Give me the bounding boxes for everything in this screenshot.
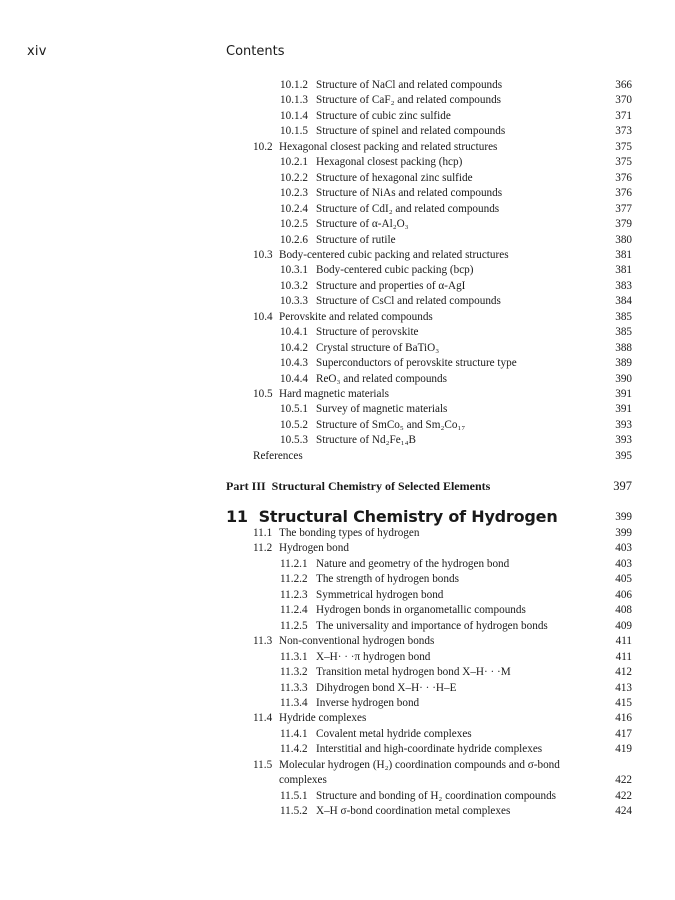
toc-entry[interactable]	[280, 155, 462, 169]
toc-entry-number: 10.2.4	[280, 202, 308, 215]
toc-entry-number: 11.4.1	[280, 727, 308, 740]
toc-entry-number: 10.1.4	[280, 109, 308, 122]
toc-entry[interactable]	[280, 727, 472, 741]
toc-entry-page: 405	[615, 573, 632, 586]
toc-entry[interactable]	[253, 387, 389, 401]
toc-entry-number: 11.2.1	[280, 557, 308, 570]
toc-entry-page: 413	[615, 681, 632, 694]
toc-entry-number: 11.2.5	[280, 619, 308, 632]
toc-entry-title: Structure of CsCl and related compounds	[316, 295, 501, 308]
toc-entry[interactable]	[280, 603, 526, 617]
toc-entry[interactable]	[253, 526, 419, 540]
toc-entry[interactable]	[280, 217, 409, 231]
toc-entry-number: 11.4	[253, 712, 273, 725]
toc-entry-page: 389	[615, 357, 632, 370]
toc-entry-title: The strength of hydrogen bonds	[316, 573, 459, 586]
part-page: 397	[613, 479, 632, 493]
toc-entry-title: Body-centered cubic packing (bcp)	[316, 264, 474, 277]
chapter-heading: 11 Structural Chemistry of Hydrogen	[226, 507, 558, 526]
toc-entry[interactable]	[280, 279, 465, 293]
toc-entry[interactable]	[280, 294, 501, 308]
toc-entry-number: 10.2.2	[280, 171, 308, 184]
toc-entry-title: ReO₃ and related compounds	[316, 372, 447, 385]
toc-entry[interactable]	[280, 93, 501, 107]
toc-entry[interactable]	[280, 665, 511, 679]
toc-entry-number: 11.2	[253, 542, 273, 555]
toc-entry-page: 406	[615, 588, 632, 601]
toc-entry[interactable]	[280, 263, 474, 277]
toc-entry[interactable]	[280, 619, 548, 633]
toc-entry-title: Covalent metal hydride complexes	[316, 727, 472, 740]
toc-entry-title: Crystal structure of BaTiO₃	[316, 341, 440, 354]
toc-entry-title: Nature and geometry of the hydrogen bond	[316, 557, 510, 570]
toc-entry-title: Structure of NaCl and related compounds	[316, 79, 503, 91]
toc-entry-number: 10.3	[253, 248, 273, 261]
toc-entry-number: 10.2	[253, 140, 273, 153]
toc-entry-page: 422	[615, 789, 632, 802]
toc-entry-page: 376	[615, 171, 632, 184]
toc-entry[interactable]	[280, 402, 447, 416]
toc-entry-page: 411	[615, 635, 632, 648]
toc-entry-page: 399	[615, 527, 632, 539]
toc-entry-page: 412	[615, 666, 632, 679]
toc-entry[interactable]	[280, 588, 443, 602]
toc-entry-number: 10.4.3	[280, 357, 308, 370]
toc-entry-page: 385	[615, 310, 632, 323]
toc-entry-number: 11.5.1	[280, 789, 308, 802]
toc-entry[interactable]	[280, 418, 465, 432]
toc-entry-page: 416	[615, 712, 632, 725]
toc-entry-number: 11.3.2	[280, 666, 308, 679]
toc-entry-number: 10.3.1	[280, 264, 308, 277]
toc-entry-page: 373	[615, 125, 632, 138]
toc-entry-page: 377	[615, 202, 632, 215]
toc-entry-title: Structure of CaF₂ and related compounds	[316, 94, 502, 107]
toc-entry-page: 371	[615, 109, 632, 122]
toc-entry-page: 391	[615, 403, 632, 416]
toc-entry-title: Survey of magnetic materials	[316, 403, 448, 416]
toc-entry-title: Structure of cubic zinc sulfide	[316, 109, 451, 122]
toc-entry-number: 10.1.2	[280, 79, 308, 91]
toc-entry[interactable]	[280, 650, 430, 664]
toc-entry[interactable]	[280, 557, 509, 571]
toc-entry[interactable]	[280, 341, 439, 355]
toc-entry-number: 11.3.3	[280, 681, 308, 694]
toc-entry-number: 11.2.2	[280, 573, 308, 586]
toc-entry-page: 408	[615, 604, 632, 617]
toc-entry[interactable]	[280, 186, 502, 200]
toc-entry-title: X–H σ-bond coordination metal complexes	[316, 805, 511, 818]
toc-entry-page: 422	[615, 774, 632, 787]
toc-entry-number: 10.1.3	[280, 94, 308, 107]
toc-entry-title: Transition metal hydrogen bond X–H· · ·M	[316, 666, 511, 679]
toc-entry-title: Hydrogen bonds in organometallic compounds	[316, 604, 526, 617]
toc-entry[interactable]	[280, 742, 542, 756]
toc-entry-number: 10.5	[253, 388, 273, 400]
toc-entry-page: 390	[615, 372, 632, 385]
toc-entry-title: Structure of Nd₂Fe₁₄B	[316, 434, 416, 447]
toc-entry[interactable]	[280, 109, 451, 123]
toc-entry-title: Hexagonal closest packing and related structures	[279, 140, 498, 153]
toc-entry-number: 11.1	[253, 527, 273, 539]
toc-entry-page: 379	[615, 218, 632, 231]
toc-entry-title: Hard magnetic materials	[279, 388, 389, 400]
toc-entry-page: 375	[615, 156, 632, 169]
toc-entry[interactable]	[253, 634, 434, 648]
toc-entry-title: The universality and importance of hydrogen bonds	[316, 619, 548, 632]
toc-entry-number: 10.3.3	[280, 295, 308, 308]
toc-entry-title: The bonding types of hydrogen	[279, 527, 420, 539]
toc-entry-page: 403	[615, 542, 632, 555]
toc-entry-page: 411	[615, 650, 632, 663]
toc-entry-title: Molecular hydrogen (H₂) coordination compounds and σ-bond	[279, 758, 560, 771]
toc-entry-title: Structure of hexagonal zinc sulfide	[316, 171, 473, 184]
toc-entry-page: 391	[615, 388, 632, 400]
toc-entry-page: 385	[615, 326, 632, 339]
toc-entry-page: 393	[615, 418, 632, 431]
toc-entry-page: 419	[615, 743, 632, 756]
toc-entry[interactable]	[280, 572, 459, 586]
toc-entry-page: 384	[615, 295, 632, 308]
toc-entry-number: 11.3.1	[280, 650, 308, 663]
toc-entry-page: 376	[615, 187, 632, 200]
toc-entry[interactable]	[280, 804, 510, 818]
toc-entry[interactable]	[253, 711, 366, 725]
toc-entry-number: 11.3	[253, 635, 273, 648]
toc-entry-title: Structure of spinel and related compounds	[316, 125, 506, 138]
toc-entry-page: 381	[615, 248, 632, 261]
toc-entry[interactable]	[253, 758, 560, 772]
toc-entry-title: Structure of SmCo₅ and Sm₂Co₁₇	[316, 418, 466, 431]
toc-entry-title: Structure of NiAs and related compounds	[316, 187, 503, 200]
toc-entry-title: Superconductors of perovskite structure type	[316, 357, 517, 370]
toc-entry-title: Body-centered cubic packing and related structures	[279, 248, 509, 261]
toc-entry-number: 10.2.3	[280, 187, 308, 200]
toc-entry-page: 366	[615, 79, 632, 91]
toc-entry[interactable]	[280, 433, 416, 447]
toc-entry-number: 10.2.1	[280, 156, 308, 169]
toc-entry[interactable]	[280, 372, 447, 386]
toc-entry-number: 11.5	[253, 758, 273, 771]
toc-entry-number: 10.2.5	[280, 218, 308, 231]
toc-entry-title: Structure of CdI₂ and related compounds	[316, 202, 500, 215]
toc-entry-number: 10.4.2	[280, 341, 308, 354]
toc-entry-title: Interstitial and high-coordinate hydride complexes	[316, 743, 543, 756]
toc-entry-title: Structure of rutile	[316, 233, 396, 246]
toc-entry-page: 388	[615, 341, 632, 354]
toc-entry-page: 403	[615, 557, 632, 570]
toc-entry[interactable]	[280, 78, 502, 92]
toc-entry-page: 409	[615, 619, 632, 632]
toc-entry-page: 393	[615, 434, 632, 447]
toc-entry-page: 395	[615, 449, 632, 462]
toc-entry-number: 10.4.4	[280, 372, 308, 385]
toc-entry-number: 11.2.4	[280, 604, 308, 617]
toc-entry[interactable]	[253, 449, 303, 463]
toc-entry-page: 424	[615, 805, 632, 818]
toc-entry[interactable]	[280, 356, 517, 370]
toc-entry[interactable]	[253, 248, 509, 262]
running-head: Contents	[226, 44, 285, 59]
toc-entry[interactable]	[280, 325, 419, 339]
toc-entry[interactable]	[253, 140, 497, 154]
toc-entry[interactable]	[280, 233, 396, 247]
page-number: xiv	[27, 44, 47, 59]
toc-entry-title: Non-conventional hydrogen bonds	[279, 635, 435, 648]
toc-entry-number: 11.5.2	[280, 805, 308, 818]
toc-entry-title: Structure of perovskite	[316, 326, 419, 339]
toc-entry-title: Inverse hydrogen bond	[316, 696, 420, 709]
toc-entry[interactable]	[280, 696, 419, 710]
toc-entry-page: 381	[615, 264, 632, 277]
chapter-page: 399	[615, 511, 632, 523]
toc-entry[interactable]	[279, 773, 327, 787]
toc-entry-title: Structure and properties of α-AgI	[316, 279, 466, 292]
toc-entry[interactable]	[280, 202, 499, 216]
toc-entry-title: Perovskite and related compounds	[279, 310, 433, 323]
toc-entry-number: 10.5.1	[280, 403, 308, 416]
toc-entry-title: complexes	[279, 774, 327, 787]
toc-entry-page: 415	[615, 696, 632, 709]
toc-entry-page: 380	[615, 233, 632, 246]
toc-entry[interactable]	[253, 310, 433, 324]
toc-entry-title: Structure and bonding of H₂ coordination compounds	[316, 789, 557, 802]
toc-entry[interactable]	[280, 171, 473, 185]
part-heading: Part III Structural Chemistry of Selected Elements	[226, 479, 491, 493]
toc-entry-number: 10.1.5	[280, 125, 308, 138]
toc-entry[interactable]	[280, 124, 505, 138]
toc-entry-title: Hydride complexes	[279, 712, 367, 725]
toc-entry-number: 10.5.2	[280, 418, 308, 431]
toc-entry-page: 370	[615, 94, 632, 107]
toc-entry-title: Hydrogen bond	[279, 542, 349, 555]
toc-entry-number: 10.5.3	[280, 434, 308, 447]
toc-entry-number: 10.4.1	[280, 326, 308, 339]
toc-entry-page: 375	[615, 140, 632, 153]
toc-entry-number: 10.2.6	[280, 233, 308, 246]
toc-entry-number: 11.3.4	[280, 696, 308, 709]
toc-entry-page: 383	[615, 279, 632, 292]
toc-entry-number: 10.4	[253, 310, 273, 323]
toc-entry-title: References	[253, 449, 303, 462]
toc-entry-number: 11.2.3	[280, 588, 308, 601]
toc-entry-title: Hexagonal closest packing (hcp)	[316, 156, 463, 169]
toc-entry[interactable]	[280, 789, 556, 803]
toc-entry-title: Dihydrogen bond X–H· · ·H–E	[316, 681, 457, 694]
toc-entry-number: 11.4.2	[280, 743, 308, 756]
toc-entry-number: 10.3.2	[280, 279, 308, 292]
toc-entry[interactable]	[280, 681, 456, 695]
toc-entry-title: Structure of α-Al₂O₃	[316, 218, 409, 231]
toc-entry-page: 417	[615, 727, 632, 740]
toc-entry-title: X–H· · ·π hydrogen bond	[316, 650, 431, 663]
toc-entry-title: Symmetrical hydrogen bond	[316, 588, 444, 601]
toc-entry[interactable]	[253, 541, 349, 555]
